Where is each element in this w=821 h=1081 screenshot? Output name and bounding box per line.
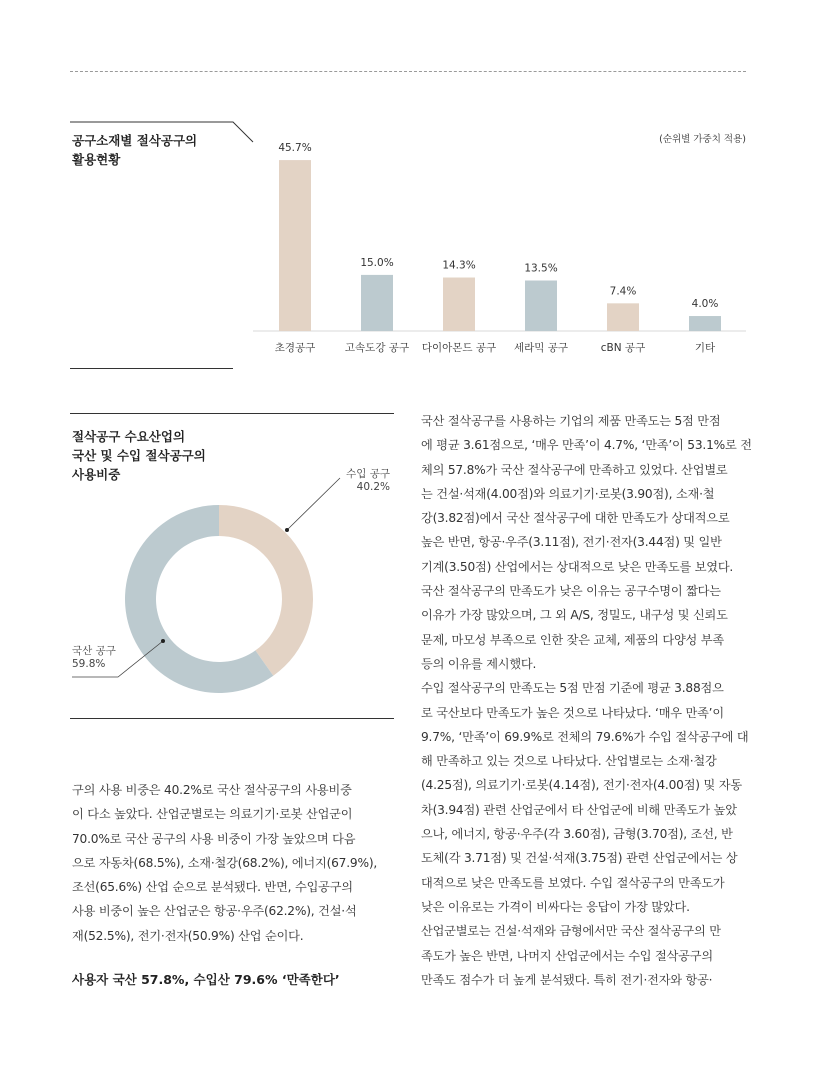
- paragraph-line: 9.7%, ‘만족’이 69.9%로 전체의 79.6%가 수입 절삭공구에 대: [421, 729, 749, 744]
- paragraph-line: 족도가 높은 반면, 나머지 산업군에서는 수입 절삭공구의: [421, 948, 713, 963]
- paragraph-line: 대적으로 낮은 만족도를 보였다. 수입 절삭공구의 만족도가: [421, 875, 725, 890]
- left-column-paragraph: [72, 778, 396, 948]
- paragraph-line: 낮은 이유로는 가격이 비싸다는 응답이 가장 많았다.: [421, 899, 690, 914]
- paragraph-line: 으나, 에너지, 항공·우주(각 3.60점), 금형(3.70점), 조선, 반: [421, 827, 733, 842]
- paragraph-line: 만족도 점수가 더 높게 분석됐다. 특히 전기·전자와 항공·: [421, 972, 713, 987]
- paragraph-line: 문제, 마모성 부족으로 인한 잦은 교체, 제품의 다양성 부족: [421, 632, 724, 647]
- import-slice-name: 수입 공구: [346, 468, 390, 480]
- bar-category-label: cBN 공구: [600, 342, 646, 354]
- domestic-slice-name: 국산 공구: [72, 645, 116, 657]
- section-heading: 사용자 국산 57.8%, 수입산 79.6% ‘만족한다’: [72, 972, 340, 987]
- bar-value-label: 15.0%: [360, 256, 394, 269]
- bar-category-label: 다이아몬드 공구: [421, 342, 497, 354]
- bar-value-label: 13.5%: [524, 262, 558, 275]
- paragraph-line: 로 국산보다 만족도가 높은 것으로 나타났다. ‘매우 만족’이: [421, 705, 724, 720]
- paragraph-line: 이유가 가장 많았으며, 그 외 A/S, 정밀도, 내구성 및 신뢰도: [421, 608, 728, 623]
- domestic-leader-dot: [161, 639, 165, 643]
- paragraph-line: 70.0%로 국산 공구의 사용 비중이 가장 높았으며 다음: [72, 831, 356, 846]
- domestic-slice-label: [72, 645, 142, 671]
- donut-section-bottom-rule: [70, 718, 394, 719]
- paragraph-line: 구의 사용 비중은 40.2%로 국산 절삭공구의 사용비중: [72, 783, 352, 797]
- paragraph-line: 높은 반면, 항공·우주(3.11점), 전기·전자(3.44점) 및 일반: [421, 535, 722, 550]
- bar-value-label: 7.4%: [609, 285, 637, 298]
- paragraph-line: 산업군별로는 건설·석재와 금형에서만 국산 절삭공구의 만: [421, 924, 721, 939]
- paragraph-line: 사용 비중이 높은 산업군은 항공·우주(62.2%), 건설·석: [72, 904, 357, 919]
- paragraph-line: 도체(각 3.71점) 및 건설·석재(3.75점) 관련 산업군에서는 상: [421, 851, 738, 866]
- bar-category-label: 초경공구: [274, 342, 316, 354]
- paragraph-line: 해 만족하고 있는 것으로 나타났다. 산업별로는 소재·철강: [421, 754, 717, 769]
- bar-chart-title-line: 활용현황: [72, 152, 121, 167]
- bar-chart-note: (순위별 가중치 적용): [659, 134, 746, 145]
- bar-category-label: 세라믹 공구: [513, 342, 569, 354]
- bar-value-label: 4.0%: [691, 298, 719, 311]
- donut-slice: [219, 505, 313, 676]
- paragraph-line: 국산 절삭공구의 만족도가 낮은 이유는 공구수명이 짧다는: [421, 584, 721, 599]
- bar-category-label: 기타: [694, 342, 716, 354]
- domestic-slice-value: 59.8%: [72, 658, 106, 670]
- bar-value-label: 14.3%: [442, 259, 476, 272]
- bar-chart-title-line: 공구소재별 절삭공구의: [72, 133, 198, 148]
- import-slice-value: 40.2%: [356, 481, 390, 493]
- paragraph-line: 이 다소 높았다. 산업군별로는 의료기기·로봇 산업군이: [72, 807, 353, 822]
- import-slice-label: [320, 468, 390, 494]
- paragraph-line: 강(3.82점)에서 국산 절삭공구에 대한 만족도가 상대적으로: [421, 511, 730, 526]
- paragraph-line: 조선(65.6%) 산업 순으로 분석됐다. 반면, 수입공구의: [72, 880, 353, 895]
- donut-chart-title-line: 국산 및 수입 절삭공구의: [72, 448, 206, 463]
- bar-category-label: 고속도강 공구: [344, 342, 410, 354]
- donut-chart-title-line: 사용비중: [72, 467, 121, 482]
- import-leader-dot: [285, 528, 289, 532]
- paragraph-line: 는 건설·석재(4.00점)와 의료기기·로봇(3.90점), 소재·철: [421, 486, 715, 501]
- paragraph-line: 으로 자동차(68.5%), 소재·철강(68.2%), 에너지(67.9%),: [72, 855, 378, 870]
- right-column-paragraph: [421, 409, 752, 992]
- paragraph-line: 체의 57.8%가 국산 절삭공구에 만족하고 있었다. 산업별로: [421, 462, 728, 477]
- donut-chart-title-line: 절삭공구 수요산업의: [72, 429, 186, 444]
- paragraph-line: 기계(3.50점) 산업에서는 상대적으로 낮은 만족도를 보였다.: [421, 559, 734, 574]
- paragraph-line: 등의 이유를 제시했다.: [421, 656, 537, 671]
- paragraph-line: 국산 절삭공구를 사용하는 기업의 제품 만족도는 5점 만점: [421, 414, 721, 428]
- paragraph-line: 에 평균 3.61점으로, ‘매우 만족’이 4.7%, ‘만족’이 53.1%로 전: [421, 438, 752, 453]
- paragraph-line: 수입 절삭공구의 만족도는 5점 만점 기준에 평균 3.88점으: [421, 681, 724, 696]
- paragraph-line: (4.25점), 의료기기·로봇(4.14점), 전기·전자(4.00점) 및 자동: [421, 778, 742, 793]
- bar-value-label: 45.7%: [278, 142, 312, 155]
- paragraph-line: 재(52.5%), 전기·전자(50.9%) 산업 순이다.: [72, 928, 304, 943]
- paragraph-line: 차(3.94점) 관련 산업군에서 타 산업군에 비해 만족도가 높았: [421, 802, 737, 817]
